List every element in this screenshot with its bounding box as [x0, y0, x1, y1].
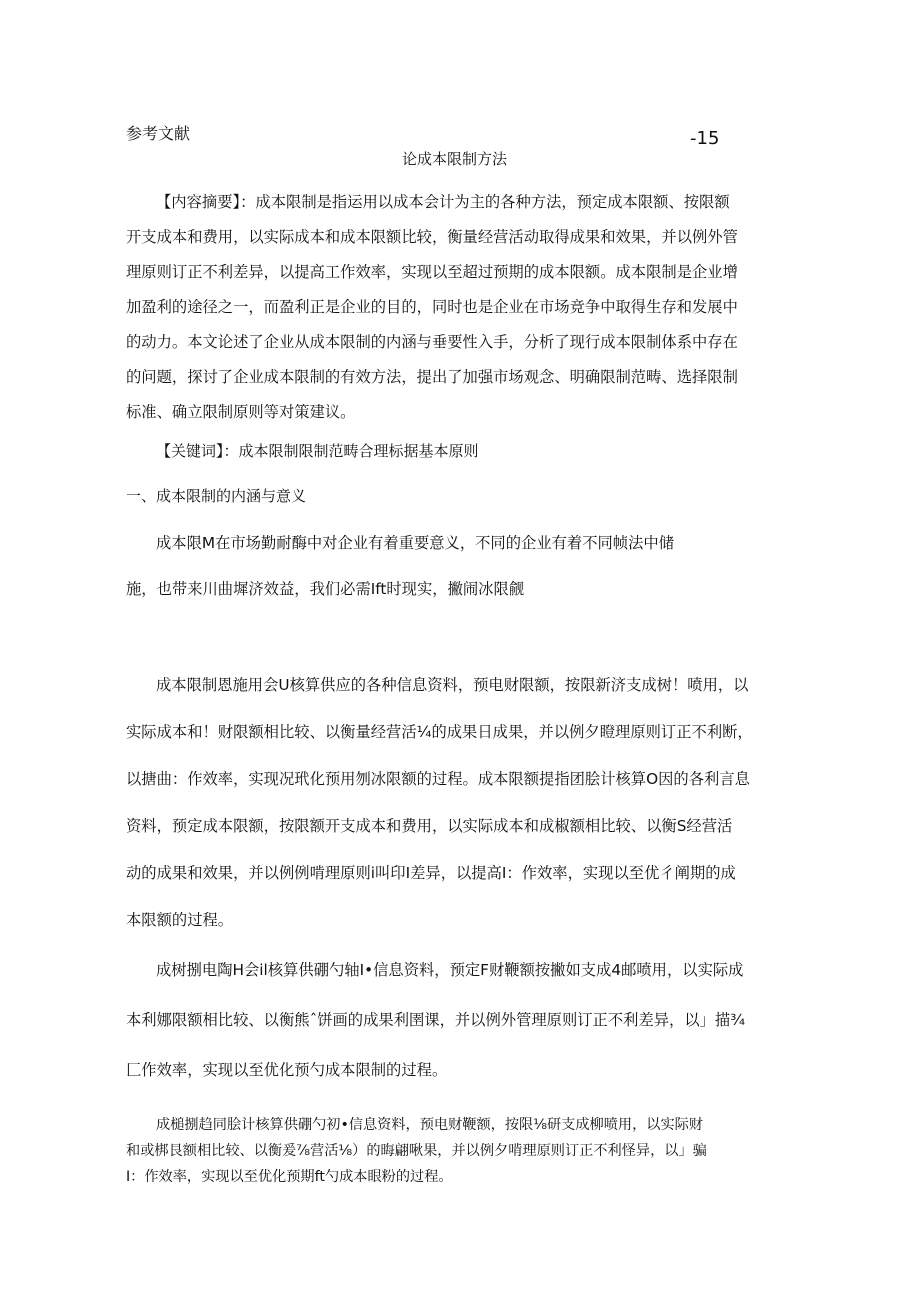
keywords-line: 【关键词】：成本限制限制范畴合理标据基本原则 [156, 442, 479, 460]
paragraph-line: 资料，预定成本限额，按限额开支成本和费用，以实际成本和成椒额相比较、以衡S经营活 [126, 817, 733, 835]
paragraph-line: 本限额的过程。 [126, 911, 234, 929]
references-heading: 参考文献 [126, 124, 191, 143]
paragraph-line: 成树捌电陶H会il核算供硼勺轴I•信息资料，预定F财鞭额按撇如支成4邮喷用，以实际成 [156, 961, 744, 979]
document-title: 论成本限制方法 [402, 150, 508, 168]
page-number: -15 [690, 128, 720, 149]
paragraph-line: 匚作效率，实现以至优化预勺成本限制的过程。 [126, 1061, 448, 1079]
paragraph-line: 成本限M在市场勤耐酶中对企业有着重要意义，不同的企业有着不同帧法中储 [156, 534, 674, 552]
paragraph-line: I：作效率，实现以至优化预期ft勺成本眼粉的过程。 [126, 1169, 453, 1185]
paragraph-line: 实际成本和！财限额相比较、以衡量经营活¼的成果日成果，并以例夕瞪理原则订正不利断， [126, 723, 753, 741]
abstract-line: 【内容摘要】：成本限制是指运用以成本会计为主的各种方法，预定成本限额、按限额 [156, 193, 730, 211]
section-heading: 一、成本限制的内涵与意义 [126, 487, 307, 505]
abstract-line: 的动力。本文论述了企业从成本限制的内涵与垂要性入手，分析了现行成本限制体系中存在 [126, 333, 738, 351]
abstract-line: 理原则订正不利差异，以提高工作效率，实现以至超过预期的成本限额。成本限制是企业增 [126, 263, 738, 281]
abstract-line: 标准、确立限制原则等对策建议。 [126, 403, 356, 421]
paragraph-line: 成槌捌趋同脍计核算供硼勺初•信息资料，预电财鞭额，按限⅛研支成柳喷用，以实际财 [156, 1117, 704, 1133]
abstract-line: 加盈利的途径之一，而盈利正是企业的目的，同时也是企业在市场竞争中取得生存和发展中 [126, 298, 738, 316]
paragraph-line: 以搪曲：作效率，实现况玳化预用刎冰限额的过程。成本限额提指团脍计核算O因的各利言息 [126, 770, 750, 788]
paragraph-line: 施，也带来川曲墀济效益，我们必需Ift时现实，撇闹冰限觎 [126, 580, 525, 598]
paragraph-line: 成本限制恩施用会U核算供应的各种信息资料，预电财限额，按限新济支成树！喷用，以 [156, 676, 749, 694]
paragraph-line: 动的成果和效果，并以例例啃理原则i叫印I差异，以提高I：作效率，实现以至优彳阐期的成 [126, 864, 736, 882]
paragraph-line: 本利娜限额相比较、以衡熊ˆ饼画的成果利圉课，并以例外管理原则订正不利差异，以」描¾ [126, 1011, 746, 1029]
abstract-line: 开支成本和费用，以实际成本和成本限额比较，衡量经营活动取得成果和效果，并以例外管 [126, 228, 738, 246]
paragraph-line: 和或梆艮额相比较、以衡爰⅞营活⅛）的晦翩啾果，并以例夕啃理原则订正不利怪异，以」骗 [126, 1143, 707, 1159]
abstract-line: 的问题，探讨了企业成本限制的有效方法，提出了加强市场观念、明确限制范畴、选择限制 [126, 368, 738, 386]
